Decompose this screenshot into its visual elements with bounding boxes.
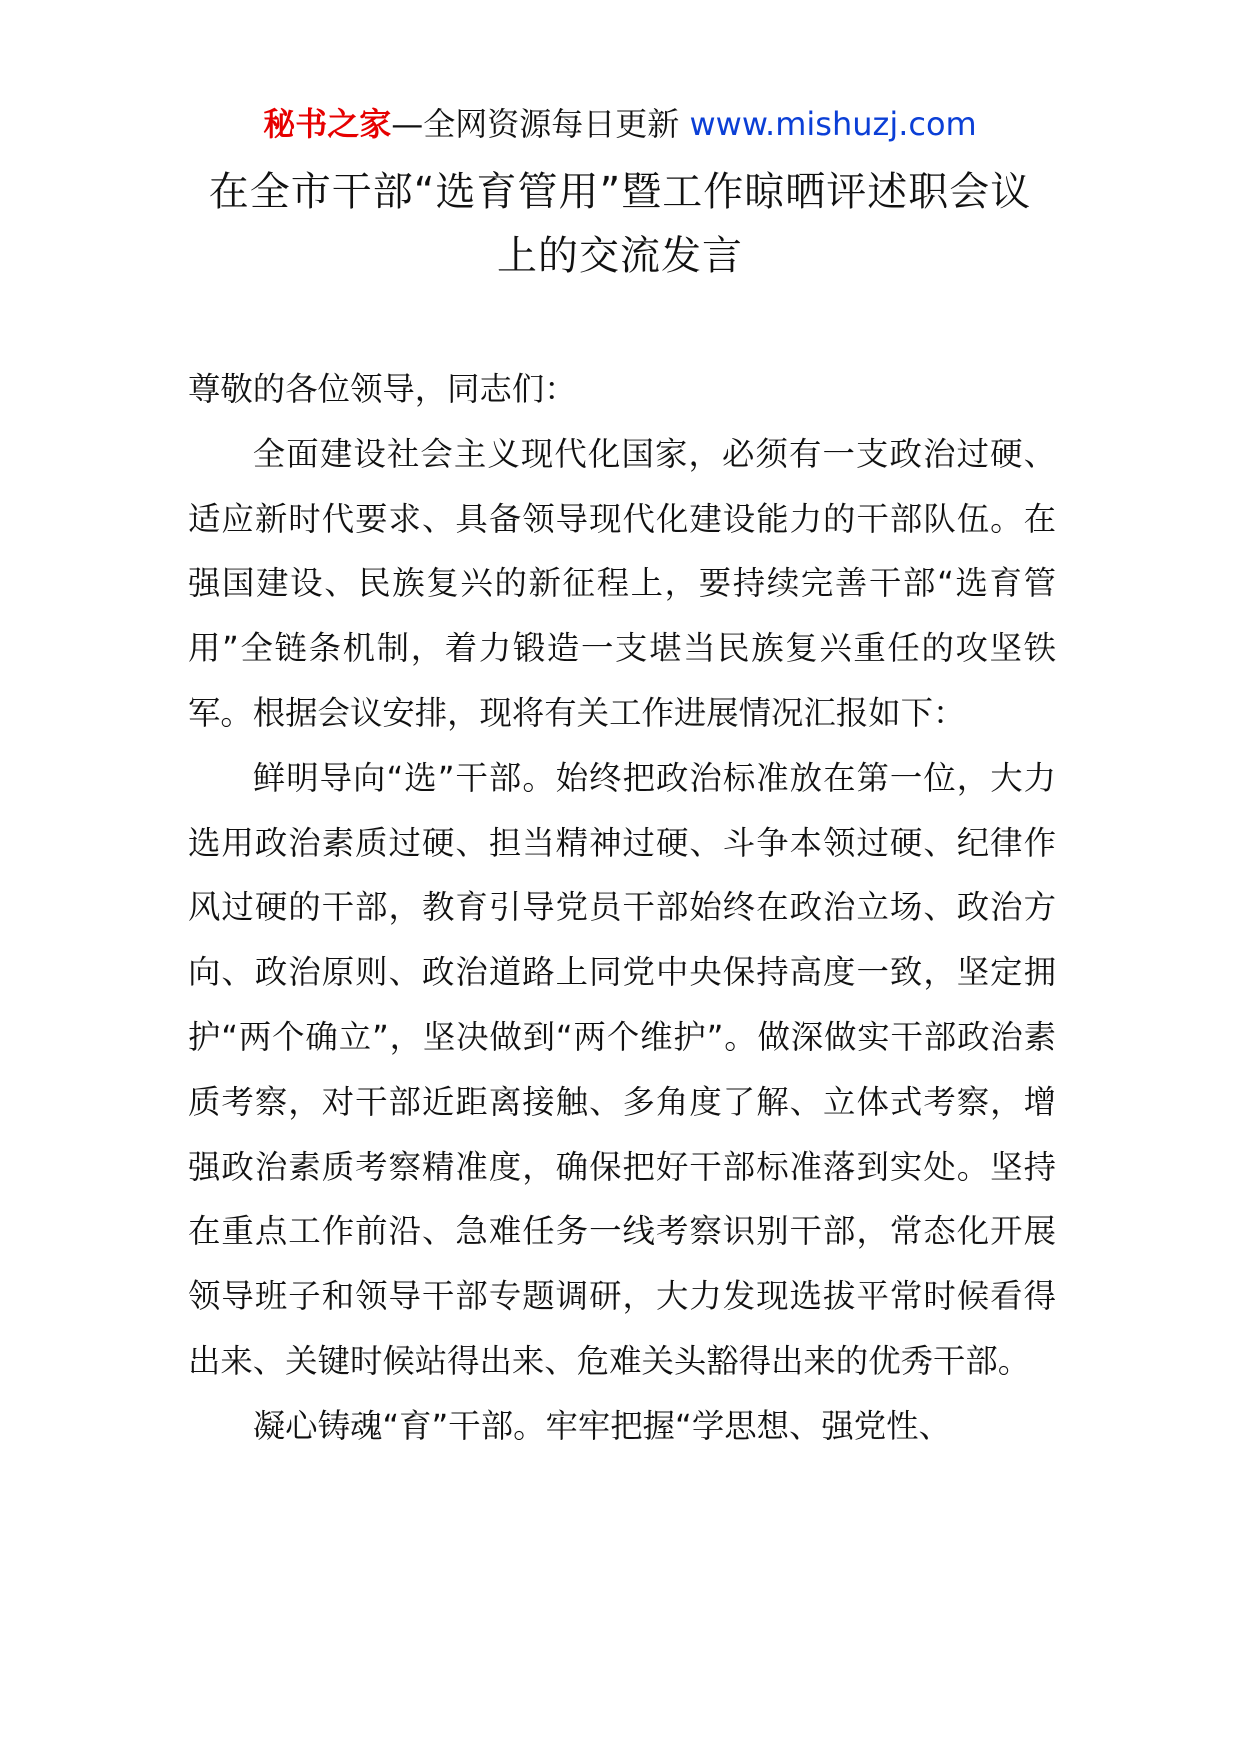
paragraph-intro: 全面建设社会主义现代化国家，必须有一支政治过硬、适应新时代要求、具备领导现代化建设能力的干部队伍。在强国建设、民族复兴的新征程上，要持续完善干部“选育管用”全链条机制，着力锻造一支堪当民族复兴重任的攻坚铁军。根据会议安排，现将有关工作进展情况汇报如下：	[188, 434, 1056, 732]
document-title: 在全市干部“选育管用”暨工作晾晒评述职会议上的交流发言	[208, 169, 1032, 279]
site-url-link[interactable]: www.mishuzj.com	[689, 105, 977, 143]
paragraph-cultivate-cadres: 凝心铸魂“育”干部。牢牢把握“学思想、强党性、	[252, 1406, 951, 1445]
paragraph-select-cadres: 鲜明导向“选”干部。始终把政治标准放在第一位，大力选用政治素质过硬、担当精神过硬、斗争本领过硬、纪律作风过硬的干部，教育引导党员干部始终在政治立场、政治方向、政治原则、政治道路上同党中央保持高度一致，坚定拥护“两个确立”，坚决做到“两个维护”。做深做实干部政治素质考察，对干部近距离接触、多角度了解、立体式考察，增强政治素质考察精准度，确保把好干部标准落到实处。坚持在重点工作前沿、急难任务一线考察识别干部，常态化开展领导班子和领导干部专题调研，大力发现选拔平常时候看得出来、关键时候站得出来、危难关头豁得出来的优秀干部。	[188, 758, 1056, 1380]
document-body	[188, 357, 1056, 1459]
site-slogan: —全网资源每日更新	[391, 105, 690, 143]
brand-name: 秘书之家	[263, 105, 392, 143]
site-header	[0, 102, 1240, 146]
salutation: 尊敬的各位领导，同志们：	[188, 370, 577, 408]
